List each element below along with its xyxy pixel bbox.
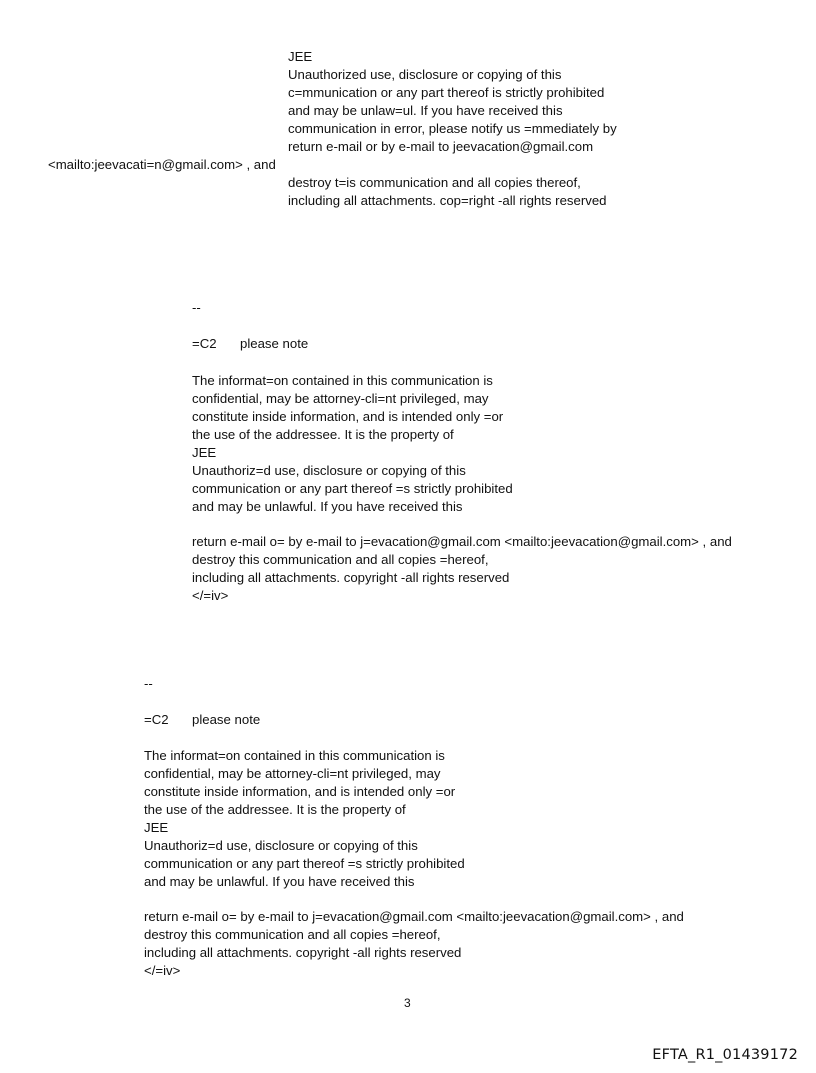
block2-paragraph1-line: the use of the addressee. It is the property of [192, 427, 454, 442]
block1-mailto-line: <mailto:jeevacati=n@gmail.com> , and [48, 157, 276, 172]
block2-paragraph1-line: confidential, may be attorney-cli=nt privileged, may [192, 391, 489, 406]
block2-paragraph1-line: constitute inside information, and is intended only =or [192, 409, 504, 424]
block3-paragraph1-line: and may be unlawful. If you have received this [144, 874, 415, 889]
block2-paragraph2-line: return e-mail o= by e-mail to j=evacation@gmail.com <mailto:jeevacation@gmail.com> , and [192, 534, 732, 549]
document-id: EFTA_R1_01439172 [652, 1047, 798, 1063]
block2-separator: -- [192, 300, 201, 315]
block1-line: including all attachments. cop=right -all rights reserved [288, 193, 607, 208]
block1-line: destroy t=is communication and all copies thereof, [288, 175, 581, 190]
block2-paragraph1-line: Unauthoriz=d use, disclosure or copying of this [192, 463, 466, 478]
block2-paragraph1-line: and may be unlawful. If you have received this [192, 499, 463, 514]
block1-line: Unauthorized use, disclosure or copying of this [288, 67, 562, 82]
block1-line: return e-mail or by e-mail to jeevacation@gmail.com [288, 139, 594, 154]
block3-paragraph1-line: the use of the addressee. It is the property of [144, 802, 406, 817]
block2-paragraph2-line: </=iv> [192, 588, 229, 603]
block2-paragraph1-line: JEE [192, 445, 217, 460]
block3-paragraph1-line: confidential, may be attorney-cli=nt privileged, may [144, 766, 441, 781]
block2-paragraph2-line: destroy this communication and all copies =hereof, [192, 552, 489, 567]
block2-paragraph1-line: communication or any part thereof =s strictly prohibited [192, 481, 513, 496]
block3-paragraph2-line: including all attachments. copyright -all rights reserved [144, 945, 462, 960]
block3-paragraph2-line: </=iv> [144, 963, 181, 978]
block2-note-prefix: =C2 [192, 336, 217, 351]
block3-separator: -- [144, 676, 153, 691]
block3-paragraph1-line: JEE [144, 820, 169, 835]
block3-paragraph1-line: Unauthoriz=d use, disclosure or copying of this [144, 838, 418, 853]
block1-line: communication in error, please notify us =mmediately by [288, 121, 617, 136]
page-number: 3 [404, 996, 411, 1010]
block3-paragraph2-line: return e-mail o= by e-mail to j=evacation@gmail.com <mailto:jeevacation@gmail.com> , and [144, 909, 684, 924]
block2-note-label: please note [240, 336, 309, 351]
block2-paragraph1-line: The informat=on contained in this communication is [192, 373, 493, 388]
block3-paragraph1-line: The informat=on contained in this communication is [144, 748, 445, 763]
block1-line: JEE [288, 49, 313, 64]
block3-note-label: please note [192, 712, 261, 727]
block3-paragraph1-line: constitute inside information, and is intended only =or [144, 784, 456, 799]
block1-line: c=mmunication or any part thereof is strictly prohibited [288, 85, 605, 100]
block1-line: and may be unlaw=ul. If you have received this [288, 103, 563, 118]
block3-note-prefix: =C2 [144, 712, 169, 727]
block2-paragraph2-line: including all attachments. copyright -all rights reserved [192, 570, 510, 585]
block3-paragraph1-line: communication or any part thereof =s strictly prohibited [144, 856, 465, 871]
block3-paragraph2-line: destroy this communication and all copies =hereof, [144, 927, 441, 942]
